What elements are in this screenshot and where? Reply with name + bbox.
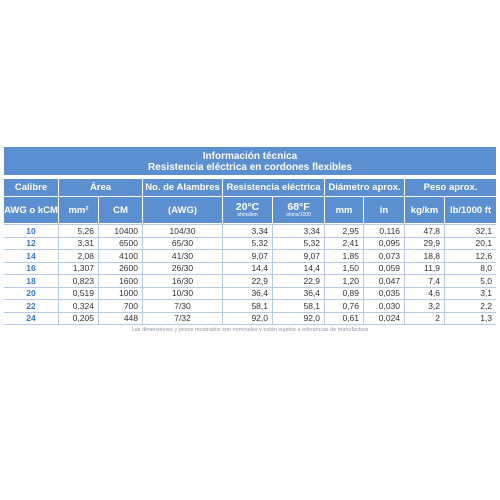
- cell-res-68f: 92,0: [273, 313, 325, 326]
- cell-diam-mm: 1,20: [325, 275, 364, 288]
- cell-res-20c: 14,4: [223, 263, 273, 276]
- cell-cm: 448: [99, 313, 143, 326]
- cell-peso-kgkm: 18,8: [405, 250, 445, 263]
- cell-peso-lb1000: 5,0: [445, 275, 496, 288]
- cell-diam-in: 0,024: [364, 313, 405, 326]
- cell-diam-mm: 0,61: [325, 313, 364, 326]
- header-kgkm: kg/km: [405, 197, 445, 224]
- cell-peso-kgkm: 4,6: [405, 288, 445, 301]
- title-bar: [4, 147, 496, 175]
- cell-res-20c: 3,34: [223, 224, 273, 238]
- cell-cm: 4100: [99, 250, 143, 263]
- header-lb1000: lb/1000 ft: [445, 197, 496, 224]
- cell-diam-mm: 0,76: [325, 300, 364, 313]
- cell-alambres: 10/30: [143, 288, 223, 301]
- header-awg: (AWG): [143, 197, 223, 224]
- cell-alambres: 41/30: [143, 250, 223, 263]
- cell-cm: 2600: [99, 263, 143, 276]
- cell-peso-lb1000: 12,6: [445, 250, 496, 263]
- resistance-table: [4, 179, 496, 325]
- cell-calibre: 22: [4, 300, 59, 313]
- cell-cm: 6500: [99, 238, 143, 251]
- cell-peso-kgkm: 29,9: [405, 238, 445, 251]
- cell-cm: 10400: [99, 224, 143, 238]
- header-area: Área: [59, 179, 143, 197]
- cell-calibre: 24: [4, 313, 59, 326]
- header-alambres: No. de Alambres: [143, 179, 223, 197]
- cell-peso-kgkm: 3,2: [405, 300, 445, 313]
- cell-peso-lb1000: 3,1: [445, 288, 496, 301]
- cell-alambres: 104/30: [143, 224, 223, 238]
- cell-res-68f: 14,4: [273, 263, 325, 276]
- table-row: [4, 275, 496, 288]
- cell-calibre: 18: [4, 275, 59, 288]
- cell-res-68f: 5,32: [273, 238, 325, 251]
- cell-diam-in: 0,095: [364, 238, 405, 251]
- cell-mm2: 3,31: [59, 238, 99, 251]
- header-mm: mm: [325, 197, 364, 224]
- cell-calibre: 20: [4, 288, 59, 301]
- cell-res-68f: 36,4: [273, 288, 325, 301]
- technical-info-section: [4, 147, 496, 335]
- header-68f-label: 68°F: [287, 201, 310, 213]
- cell-res-20c: 92,0: [223, 313, 273, 326]
- table-body: [4, 224, 496, 325]
- header-68f: [273, 197, 325, 224]
- table-row: [4, 313, 496, 326]
- cell-diam-in: 0,047: [364, 275, 405, 288]
- cell-res-20c: 36,4: [223, 288, 273, 301]
- cell-peso-kgkm: 2: [405, 313, 445, 326]
- cell-mm2: 0,205: [59, 313, 99, 326]
- cell-diam-mm: 1,50: [325, 263, 364, 276]
- cell-calibre: 12: [4, 238, 59, 251]
- header-peso: Peso aprox.: [405, 179, 496, 197]
- cell-cm: 700: [99, 300, 143, 313]
- cell-mm2: 1,307: [59, 263, 99, 276]
- cell-diam-in: 0,035: [364, 288, 405, 301]
- table-row: [4, 250, 496, 263]
- cell-diam-mm: 2,95: [325, 224, 364, 238]
- title-line-2: Resistencia eléctrica en cordones flexibles: [148, 162, 352, 173]
- cell-alambres: 16/30: [143, 275, 223, 288]
- cell-calibre: 10: [4, 224, 59, 238]
- header-awg-kcm: AWG o kCM: [4, 197, 59, 224]
- cell-res-20c: 9,07: [223, 250, 273, 263]
- header-cm: CM: [99, 197, 143, 224]
- cell-res-68f: 22,9: [273, 275, 325, 288]
- cell-cm: 1000: [99, 288, 143, 301]
- cell-alambres: 7/32: [143, 313, 223, 326]
- cell-cm: 1600: [99, 275, 143, 288]
- cell-mm2: 5,26: [59, 224, 99, 238]
- header-row-1: [4, 179, 496, 197]
- footnote: Las dimensiones y pesos mostrados son nominales y están sujetos a tolerancias de manufactura: [131, 327, 369, 333]
- cell-calibre: 14: [4, 250, 59, 263]
- header-row-2: [4, 197, 496, 224]
- cell-diam-mm: 2,41: [325, 238, 364, 251]
- cell-mm2: 0,823: [59, 275, 99, 288]
- title-line-1: Información técnica: [202, 151, 298, 162]
- cell-alambres: 7/30: [143, 300, 223, 313]
- header-diametro: Diámetro aprox.: [325, 179, 405, 197]
- cell-peso-kgkm: 11,9: [405, 263, 445, 276]
- cell-res-20c: 22,9: [223, 275, 273, 288]
- table-row: [4, 238, 496, 251]
- cell-peso-lb1000: 20,1: [445, 238, 496, 251]
- table-row: [4, 263, 496, 276]
- header-68f-unit: ohms/1000: [286, 212, 311, 218]
- cell-alambres: 26/30: [143, 263, 223, 276]
- table-row: [4, 300, 496, 313]
- cell-peso-lb1000: 8,0: [445, 263, 496, 276]
- cell-res-20c: 58,1: [223, 300, 273, 313]
- cell-diam-in: 0,073: [364, 250, 405, 263]
- table-row: [4, 224, 496, 238]
- header-20c: [223, 197, 273, 224]
- header-resistencia: Resistencia eléctrica: [223, 179, 325, 197]
- cell-peso-lb1000: 2,2: [445, 300, 496, 313]
- cell-diam-in: 0,059: [364, 263, 405, 276]
- cell-peso-kgkm: 7,4: [405, 275, 445, 288]
- cell-diam-mm: 0,89: [325, 288, 364, 301]
- cell-peso-kgkm: 47,8: [405, 224, 445, 238]
- cell-res-68f: 58,1: [273, 300, 325, 313]
- cell-mm2: 0,324: [59, 300, 99, 313]
- cell-diam-in: 0,116: [364, 224, 405, 238]
- cell-res-20c: 5,32: [223, 238, 273, 251]
- cell-alambres: 65/30: [143, 238, 223, 251]
- cell-mm2: 0,519: [59, 288, 99, 301]
- cell-mm2: 2,08: [59, 250, 99, 263]
- header-in: in: [364, 197, 405, 224]
- cell-peso-lb1000: 1,3: [445, 313, 496, 326]
- header-20c-label: 20°C: [235, 201, 260, 213]
- table-row: [4, 288, 496, 301]
- cell-calibre: 16: [4, 263, 59, 276]
- cell-diam-mm: 1,85: [325, 250, 364, 263]
- cell-res-68f: 3,34: [273, 224, 325, 238]
- header-mm2: mm²: [59, 197, 99, 224]
- cell-diam-in: 0,030: [364, 300, 405, 313]
- header-calibre: Calibre: [4, 179, 59, 197]
- cell-peso-lb1000: 32,1: [445, 224, 496, 238]
- cell-res-68f: 9,07: [273, 250, 325, 263]
- header-20c-unit: ohms/km: [237, 212, 258, 218]
